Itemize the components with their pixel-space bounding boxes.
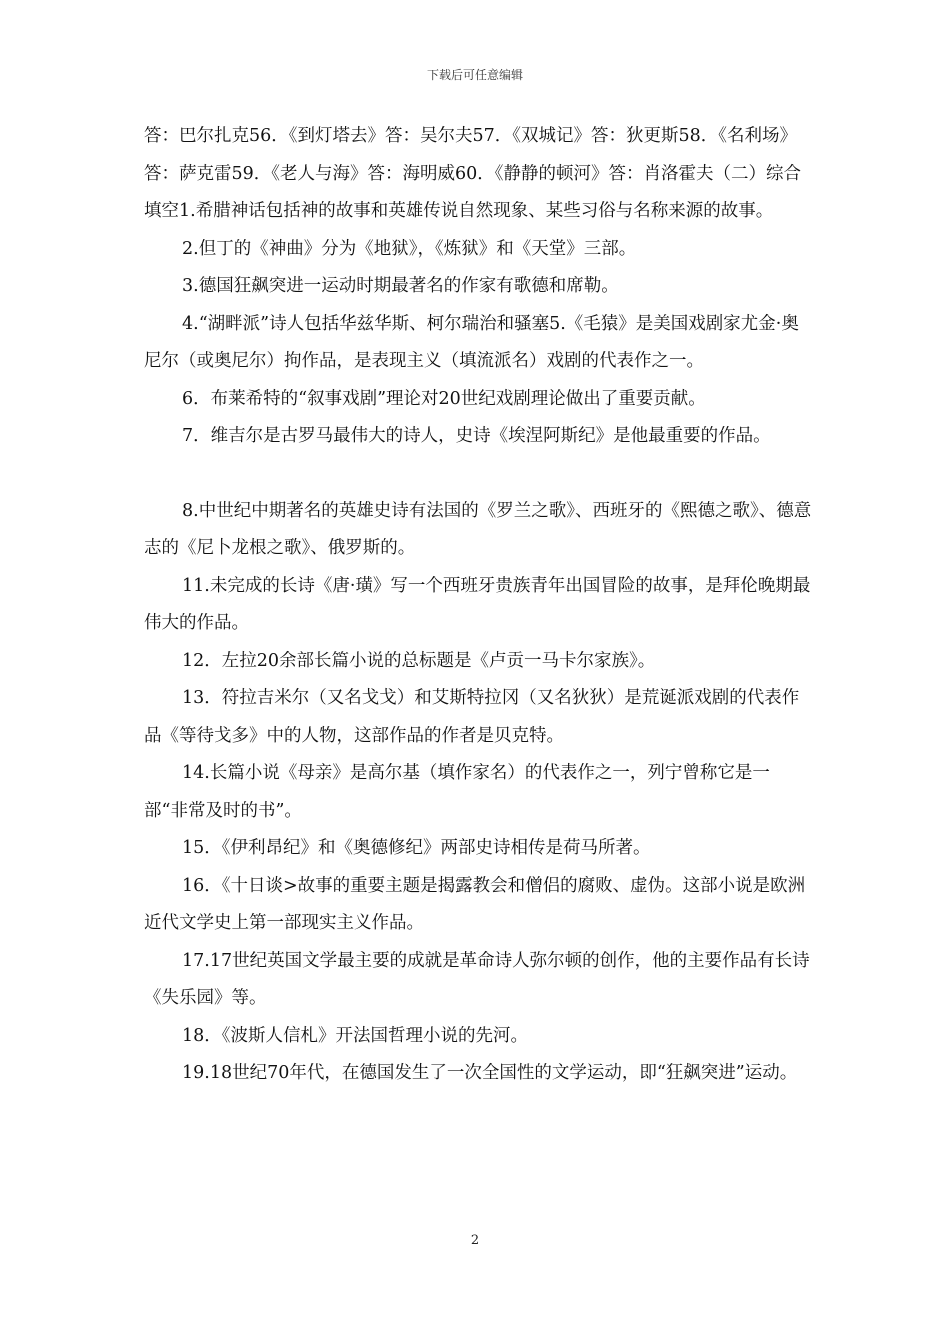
page-header: 下载后可任意编辑 (426, 68, 523, 82)
paragraph-answers: 答：巴尔扎克56．《到灯塔去》答：吴尔夫57．《双城记》答：狄更斯58．《名利场》答：萨克雷59．《老人与海》答：海明威60．《静静的顿河》答：肖洛霍夫（二）综合填空1.希腊神话包括神的故事和英雄传说自然现象、某些习俗与名称来源的故事。 (144, 126, 802, 221)
paragraph-16: 16．《十日谈>故事的重要主题是揭露教会和僧侣的腐败、虚伪。这部小说是欧洲近代文学史上第一部现实主义作品。 (144, 875, 806, 933)
paragraph-7: 7．维吉尔是古罗马最伟大的诗人，史诗《埃涅阿斯纪》是他最重要的作品。 (182, 426, 771, 446)
paragraph-11: 11.未完成的长诗《唐·璜》写一个西班牙贵族青年出国冒险的故事，是拜伦晚期最伟大的作品。 (144, 575, 811, 633)
paragraph-3: 3.德国狂飙突进一运动时期最著名的作家有歌德和席勒。 (182, 276, 619, 296)
paragraph-14: 14.长篇小说《母亲》是高尔基（填作家名）的代表作之一，列宁曾称它是一部“非常及时的书”。 (144, 763, 770, 821)
document-body (144, 118, 812, 1093)
paragraph-17: 17.17世纪英国文学最主要的成就是革命诗人弥尔顿的创作，他的主要作品有长诗《失乐园》等。 (144, 950, 810, 1008)
paragraph-19: 19.18世纪70年代，在德国发生了一次全国性的文学运动，即“狂飙突进”运动。 (182, 1063, 798, 1083)
paragraph-12: 12．左拉20余部长篇小说的总标题是《卢贡一马卡尔家族》。 (182, 650, 656, 671)
paragraph-18: 18．《波斯人信札》开法国哲理小说的先河。 (182, 1025, 529, 1046)
paragraph-2: 2.但丁的《神曲》分为《地狱》，《炼狱》和《天堂》三部。 (182, 238, 637, 259)
paragraph-8: 8.中世纪中期著名的英雄史诗有法国的《罗兰之歌》、西班牙的《熙德之歌》、德意志的《尼卜龙根之歌》、俄罗斯的。 (144, 500, 812, 558)
paragraph-4: 4.“湖畔派”诗人包括华兹华斯、柯尔瑞治和骚塞5.《毛猿》是美国戏剧家尤金·奥尼尔（或奥尼尔）拘作品，是表现主义（填流派名）戏剧的代表作之一。 (144, 313, 799, 371)
page-number: 2 (470, 1233, 480, 1248)
paragraph-gap (144, 456, 812, 493)
paragraph-15: 15．《伊利昂纪》和《奥德修纪》两部史诗相传是荷马所著。 (182, 838, 651, 858)
paragraph-13: 13．符拉吉米尔（又名戈戈）和艾斯特拉冈（又名狄狄）是荒诞派戏剧的代表作品《等待戈多》中的人物，这部作品的作者是贝克特。 (144, 688, 800, 746)
paragraph-6: 6．布莱希特的“叙事戏剧”理论对20世纪戏剧理论做出了重要贡献。 (182, 388, 706, 409)
